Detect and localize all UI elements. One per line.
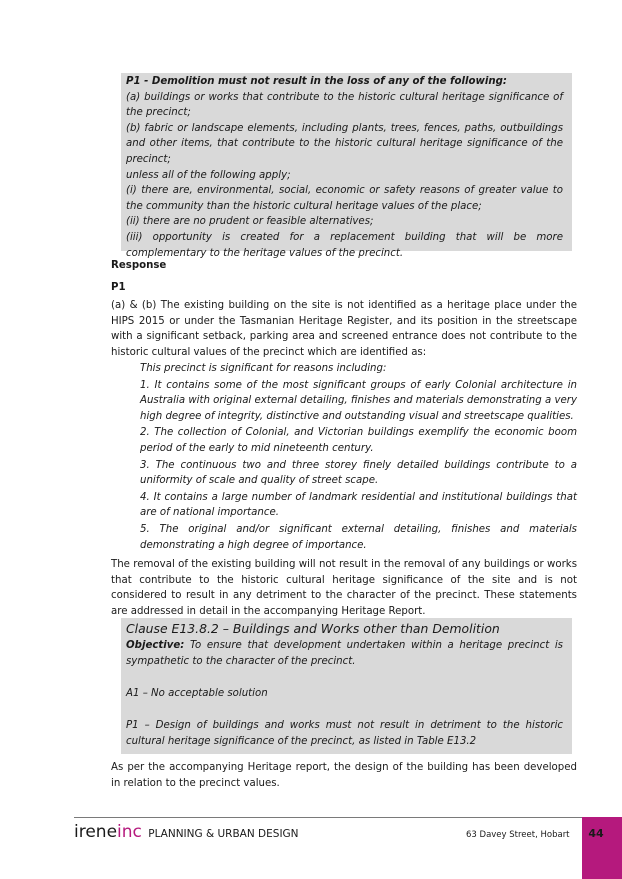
response-paragraph-1: (a) & (b) The existing building on the site is not identified as a heritage place under the HIPS 2015 or under the Tasmanian Heritage Register, and its position in the streetscape with a significant setback, parking area and screened entrance does not contribute to the historic cultural values of the precinct which are identified as: [111, 300, 577, 358]
criteria-line: unless all of the following apply; [126, 169, 291, 181]
objective-text: To ensure that development undertaken within a heritage precinct is sympathetic to the character of the precinct. [126, 640, 563, 667]
quote-line: 5. The original and/or significant external detailing, finishes and materials demonstrating a high degree of importance. [140, 523, 577, 551]
brand-tagline: PLANNING & URBAN DESIGN [148, 828, 299, 840]
footer-brand [74, 822, 299, 844]
quote-line: 3. The continuous two and three storey finely detailed buildings contribute to a uniformity of scale and quality of street scape. [140, 459, 577, 487]
closing-paragraph: As per the accompanying Heritage report, the design of the building has been developed in relation to the precinct values. [111, 762, 577, 789]
criteria-line: (i) there are, environmental, social, economic or safety reasons of greater value to the community than the historic cultural heritage values of the place; [126, 185, 563, 212]
quote-line: This precinct is significant for reasons including: [140, 363, 387, 374]
response-subheading: P1 [111, 282, 126, 293]
brand-logo-inc: inc [117, 822, 142, 842]
quote-line: 2. The collection of Colonial, and Victorian buildings exemplify the economic boom period of the early to mid nineteenth century. [140, 427, 577, 454]
criteria-heading-text: P1 - Demolition must not result in the loss of any of the following: [126, 76, 507, 87]
footer-rule [74, 817, 582, 818]
clause-a1: A1 – No acceptable solution [126, 688, 268, 699]
brand-logo-irene: irene [74, 822, 118, 842]
clause-objective [126, 638, 563, 669]
clause-title: Clause E13.8.2 – Buildings and Works other than Demolition [126, 621, 500, 636]
criteria-heading [126, 74, 563, 90]
quote-line: 4. It contains a large number of landmark residential and institutional buildings that are of national importance. [140, 491, 577, 519]
criteria-line: (ii) there are no prudent or feasible alternatives; [126, 216, 374, 228]
criteria-box-demolition-text [126, 74, 563, 261]
response-heading: Response [111, 260, 167, 271]
criteria-line: (iii) opportunity is created for a replacement building that will be more complementary to the heritage values of the precinct. [126, 231, 563, 259]
page-number: 44 [588, 827, 604, 840]
precinct-significance-quote [140, 361, 577, 554]
objective-label: Objective: [126, 640, 185, 651]
response-paragraph-2: The removal of the existing building will not result in the removal of any buildings or works that contribute to the historic cultural heritage significance of the site and is not considered to result in any detriment to the character of the precinct. These statements are addressed in detail in the accompanying Heritage Report. [111, 559, 577, 617]
quote-line: 1. It contains some of the most significant groups of early Colonial architecture in Australia with original external detailing, finishes and materials demonstrating a very high degree of integrity, distinctive and outstanding visual and streetscape qualities. [140, 379, 577, 422]
criteria-line: (b) fabric or landscape elements, including plants, trees, fences, paths, outbuildings and other items, that contribute to the historic cultural heritage significance of the precinct; [126, 122, 563, 165]
criteria-line: (a) buildings or works that contribute to the historic cultural heritage significance of the precinct; [126, 91, 563, 119]
clause-p1: P1 – Design of buildings and works must not result in detriment to the historic cultural heritage significance of the precinct, as listed in Table E13.2 [126, 720, 563, 747]
footer-address: 63 Davey Street, Hobart [466, 830, 570, 840]
